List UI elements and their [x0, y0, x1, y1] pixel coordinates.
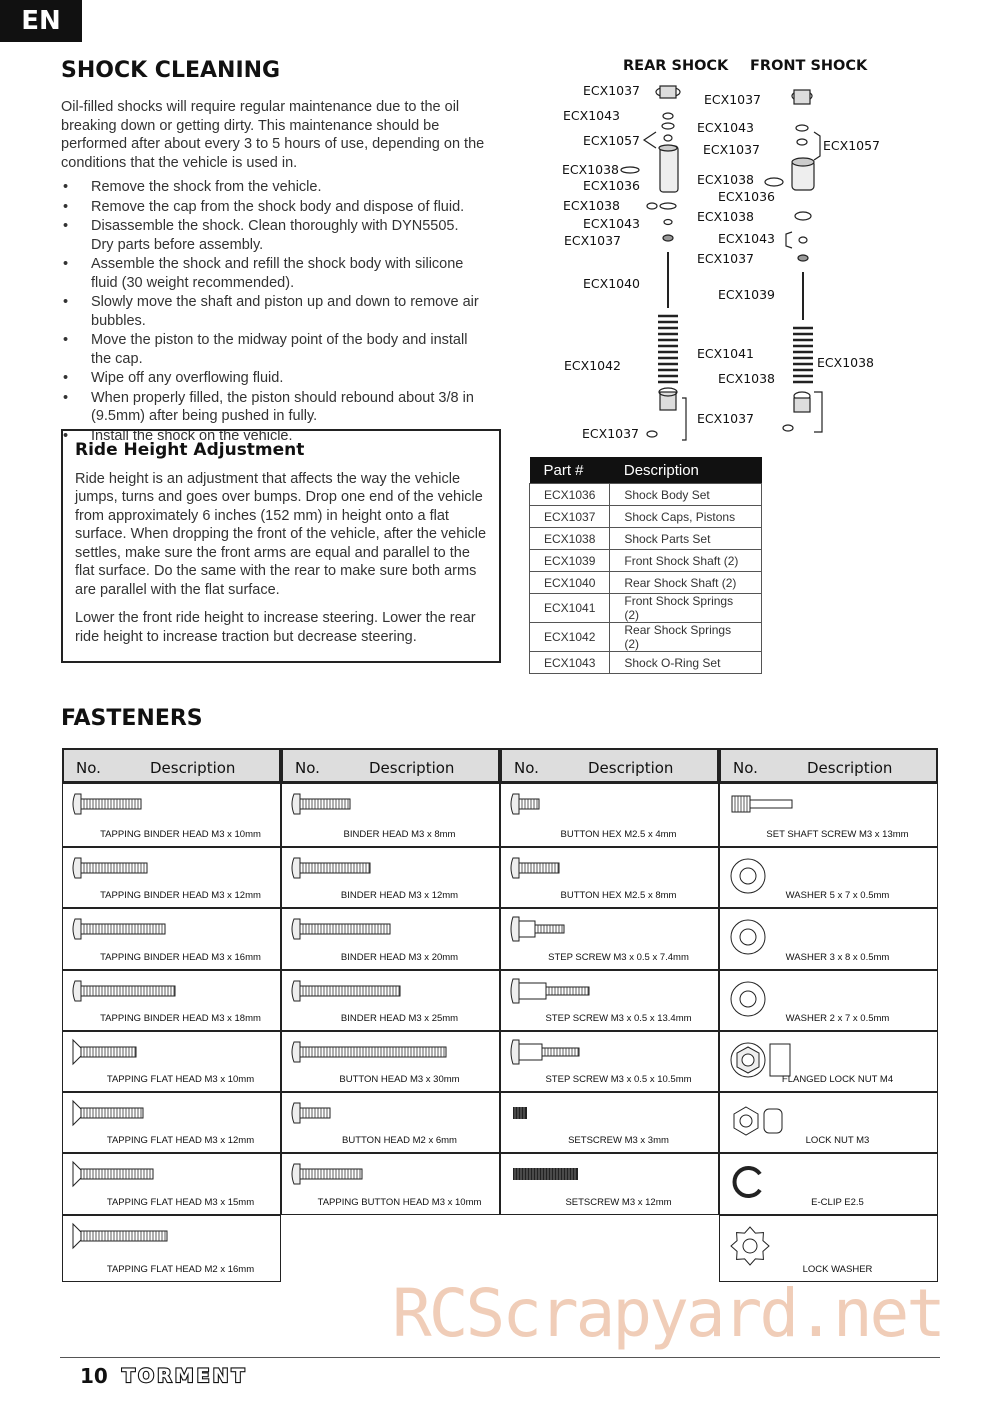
part-description: Shock Body Set [610, 484, 762, 506]
diagram-label: ECX1037 [704, 92, 762, 107]
fastener-cell [281, 908, 500, 970]
ride-height-paragraph-1: Ride height is an adjustment that affects the way the vehicle jumps, turns and goes over bumps. Drop one end of the vehicle from approximately 6 inches (152 mm) in height onto a flat surface. When dropping the front of the vehicle, after the vehicle settles, make sure the front arms are equal and parallel to the flat surface. Do the same with the rear to make sure both arms are parallel with the flat surface. [75, 470, 487, 598]
step-item: • Disassemble the shock. Clean thoroughly with DYN5505. Dry parts before assembly. [61, 217, 481, 254]
hex-fastener-icon [509, 790, 709, 834]
fastener-cell [62, 1031, 281, 1092]
fasteners-header-description: Description [807, 759, 893, 777]
fastener-cell [62, 970, 281, 1031]
diagram-label: ECX1038 [562, 162, 620, 177]
fasteners-header [281, 748, 500, 783]
part-description: Front Shock Springs (2) [610, 594, 762, 623]
step-item: • Slowly move the shaft and piston up and down to remove air bubbles. [61, 293, 481, 330]
diagram-label: ECX1043 [718, 231, 776, 246]
fastener-label: BUTTON HEAD M2 x 6mm [342, 1135, 457, 1146]
fastener-label: TAPPING FLAT HEAD M3 x 15mm [106, 1197, 255, 1208]
part-description: Front Shock Shaft (2) [610, 550, 762, 572]
shock-cleaning-intro: Oil-filled shocks will require regular maintenance due to the oil breaking down or getting dirty. This maintenance should be performed after about every 3 to 5 hours of use, depending on the conditions that the vehicle is used in. [61, 99, 485, 171]
fastener-label: TAPPING FLAT HEAD M3 x 12mm [106, 1135, 255, 1146]
step-item: • Remove the shock from the vehicle. [61, 178, 481, 197]
fasteners-header-no: No. [514, 759, 539, 777]
fastener-label: TAPPING BINDER HEAD M3 x 10mm [100, 829, 261, 840]
fastener-label: WASHER 3 x 8 x 0.5mm [785, 952, 890, 963]
fastener-cell [62, 783, 281, 847]
step-item: • Wipe off any overflowing fluid. [61, 369, 481, 388]
binder-fastener-icon [71, 790, 271, 834]
step-item: • Remove the cap from the shock body and dispose of fluid. [61, 198, 481, 217]
part-description: Shock O-Ring Set [610, 652, 762, 674]
fastener-cell [62, 847, 281, 908]
fastener-label: E-CLIP E2.5 [811, 1197, 864, 1208]
part-number: ECX1040 [530, 572, 610, 594]
table-row [530, 594, 762, 623]
step-item: • Assemble the shock and refill the shock body with silicone fluid (30 weight recommended). [61, 255, 481, 292]
fastener-cell [281, 847, 500, 908]
step-item: • Install the shock on the vehicle. [61, 427, 481, 446]
fastener-cell [500, 847, 719, 908]
diagram-label: ECX1038 [563, 198, 621, 213]
fastener-label: TAPPING FLAT HEAD M2 x 16mm [106, 1264, 255, 1275]
fastener-label: BINDER HEAD M3 x 25mm [340, 1013, 459, 1024]
fasteners-header [62, 748, 281, 783]
fastener-label: STEP SCREW M3 x 0.5 x 7.4mm [548, 952, 689, 963]
fastener-cell [719, 1215, 938, 1282]
diagram-label: ECX1042 [564, 358, 622, 373]
diagram-label: ECX1038 [817, 355, 875, 370]
fasteners-header [500, 748, 719, 783]
diagram-label: ECX1038 [697, 172, 755, 187]
parts-header-part: Part # [530, 457, 610, 484]
diagram-label: ECX1036 [583, 178, 641, 193]
part-number: ECX1039 [530, 550, 610, 572]
fasteners-header-description: Description [588, 759, 674, 777]
part-number: ECX1041 [530, 594, 610, 623]
fastener-label: BUTTON HEX M2.5 x 8mm [560, 890, 677, 901]
shock-cleaning-steps [61, 178, 481, 446]
diagram-label: ECX1037 [583, 83, 641, 98]
fastener-cell [62, 1153, 281, 1215]
fastener-label: BUTTON HEAD M3 x 30mm [339, 1074, 460, 1085]
part-number: ECX1036 [530, 484, 610, 506]
binder-fastener-icon [290, 790, 490, 834]
ride-height-title: Ride Height Adjustment [75, 440, 305, 460]
diagram-label: ECX1039 [718, 287, 776, 302]
footer-divider [60, 1357, 940, 1358]
page-number: 10 [80, 1364, 108, 1388]
step-item: • Move the piston to the midway point of the body and install the cap. [61, 331, 481, 368]
fastener-cell [281, 783, 500, 847]
fastener-label: LOCK WASHER [802, 1264, 873, 1275]
diagram-label: ECX1037 [564, 233, 622, 248]
fastener-label: WASHER 2 x 7 x 0.5mm [785, 1013, 890, 1024]
fasteners-header-no: No. [295, 759, 320, 777]
fastener-label: BINDER HEAD M3 x 20mm [340, 952, 459, 963]
fastener-label: WASHER 5 x 7 x 0.5mm [785, 890, 890, 901]
fastener-label: BINDER HEAD M3 x 12mm [340, 890, 459, 901]
diagram-label: ECX1038 [718, 371, 776, 386]
shaft-fastener-icon [728, 790, 928, 834]
fastener-cell [62, 908, 281, 970]
table-row [530, 506, 762, 528]
fasteners-header-no: No. [733, 759, 758, 777]
fastener-label: SETSCREW M3 x 3mm [568, 1135, 669, 1146]
fastener-label: TAPPING BINDER HEAD M3 x 18mm [100, 1013, 261, 1024]
part-number: ECX1043 [530, 652, 610, 674]
diagram-label: ECX1043 [583, 216, 641, 231]
table-row [530, 484, 762, 506]
fastener-cell [281, 1092, 500, 1153]
language-tab: EN [0, 0, 82, 42]
fastener-label: FLANGED LOCK NUT M4 [781, 1074, 894, 1085]
fastener-cell [719, 1092, 938, 1153]
diagram-label: ECX1036 [718, 189, 776, 204]
table-row [530, 572, 762, 594]
part-number: ECX1037 [530, 506, 610, 528]
fastener-cell [500, 1031, 719, 1092]
diagram-label: ECX1040 [583, 276, 641, 291]
rear-shock-heading: REAR SHOCK [623, 58, 729, 74]
fastener-label: SET SHAFT SCREW M3 x 13mm [766, 829, 909, 840]
diagram-label: ECX1057 [823, 138, 881, 153]
part-number: ECX1038 [530, 528, 610, 550]
diagram-label: ECX1057 [583, 133, 641, 148]
torment-logo [120, 1364, 292, 1386]
fastener-label: STEP SCREW M3 x 0.5 x 13.4mm [545, 1013, 692, 1024]
watermark: RCScrapyard.net [392, 1275, 944, 1352]
front-shock-heading: FRONT SHOCK [750, 58, 868, 74]
shock-cleaning-title: SHOCK CLEANING [61, 58, 281, 83]
diagram-label: ECX1038 [697, 209, 755, 224]
fasteners-header-no: No. [76, 759, 101, 777]
fasteners-header-description: Description [369, 759, 455, 777]
part-description: Shock Parts Set [610, 528, 762, 550]
part-description: Shock Caps, Pistons [610, 506, 762, 528]
fastener-label: BUTTON HEX M2.5 x 4mm [560, 829, 677, 840]
fastener-cell [281, 1153, 500, 1215]
fastener-label: BINDER HEAD M3 x 8mm [343, 829, 456, 840]
fastener-cell [500, 908, 719, 970]
fastener-label: TAPPING BINDER HEAD M3 x 16mm [100, 952, 261, 963]
fastener-cell [500, 783, 719, 847]
diagram-label: ECX1043 [697, 120, 755, 135]
fastener-cell [719, 1153, 938, 1215]
fastener-cell [719, 970, 938, 1031]
diagram-label: ECX1043 [563, 108, 621, 123]
ride-height-paragraph-2: Lower the front ride height to increase steering. Lower the rear ride height to increase traction but decrease steering. [75, 610, 476, 645]
fasteners-header [719, 748, 938, 783]
logo-text: TORMENT [122, 1365, 248, 1386]
diagram-label: ECX1037 [703, 142, 761, 157]
fastener-label: STEP SCREW M3 x 0.5 x 10.5mm [545, 1074, 692, 1085]
flat-fastener-icon [71, 1222, 271, 1266]
fastener-cell [719, 847, 938, 908]
lockwasher-fastener-icon [728, 1222, 928, 1266]
diagram-label: ECX1037 [697, 251, 755, 266]
fastener-cell [500, 1092, 719, 1153]
fastener-label: TAPPING BINDER HEAD M3 x 12mm [100, 890, 261, 901]
table-row [530, 652, 762, 674]
fastener-cell [62, 1092, 281, 1153]
table-row [530, 623, 762, 652]
fastener-cell [62, 1215, 281, 1282]
fastener-cell [281, 970, 500, 1031]
fastener-label: TAPPING FLAT HEAD M3 x 10mm [106, 1074, 255, 1085]
fastener-label: LOCK NUT M3 [805, 1135, 870, 1146]
fastener-cell [281, 1031, 500, 1092]
step-item: • When properly filled, the piston should rebound about 3/8 in (9.5mm) after being pushed in fully. [61, 389, 481, 426]
parts-table [529, 457, 762, 674]
ride-height-box [61, 429, 501, 663]
fastener-cell [719, 783, 938, 847]
diagram-label: ECX1037 [582, 426, 640, 441]
table-row [530, 528, 762, 550]
part-description: Rear Shock Shaft (2) [610, 572, 762, 594]
part-description: Rear Shock Springs (2) [610, 623, 762, 652]
fastener-label: SETSCREW M3 x 12mm [565, 1197, 672, 1208]
fasteners-table [62, 748, 938, 1282]
fasteners-header-description: Description [150, 759, 236, 777]
fastener-label: TAPPING BUTTON HEAD M3 x 10mm [317, 1197, 482, 1208]
part-number: ECX1042 [530, 623, 610, 652]
diagram-label: ECX1041 [697, 346, 755, 361]
fastener-cell [500, 970, 719, 1031]
table-row [530, 550, 762, 572]
fasteners-title: FASTENERS [61, 706, 203, 731]
fastener-cell [719, 908, 938, 970]
diagram-label: ECX1037 [697, 411, 755, 426]
parts-header-description: Description [610, 457, 762, 484]
fastener-cell [719, 1031, 938, 1092]
fastener-cell [500, 1153, 719, 1215]
